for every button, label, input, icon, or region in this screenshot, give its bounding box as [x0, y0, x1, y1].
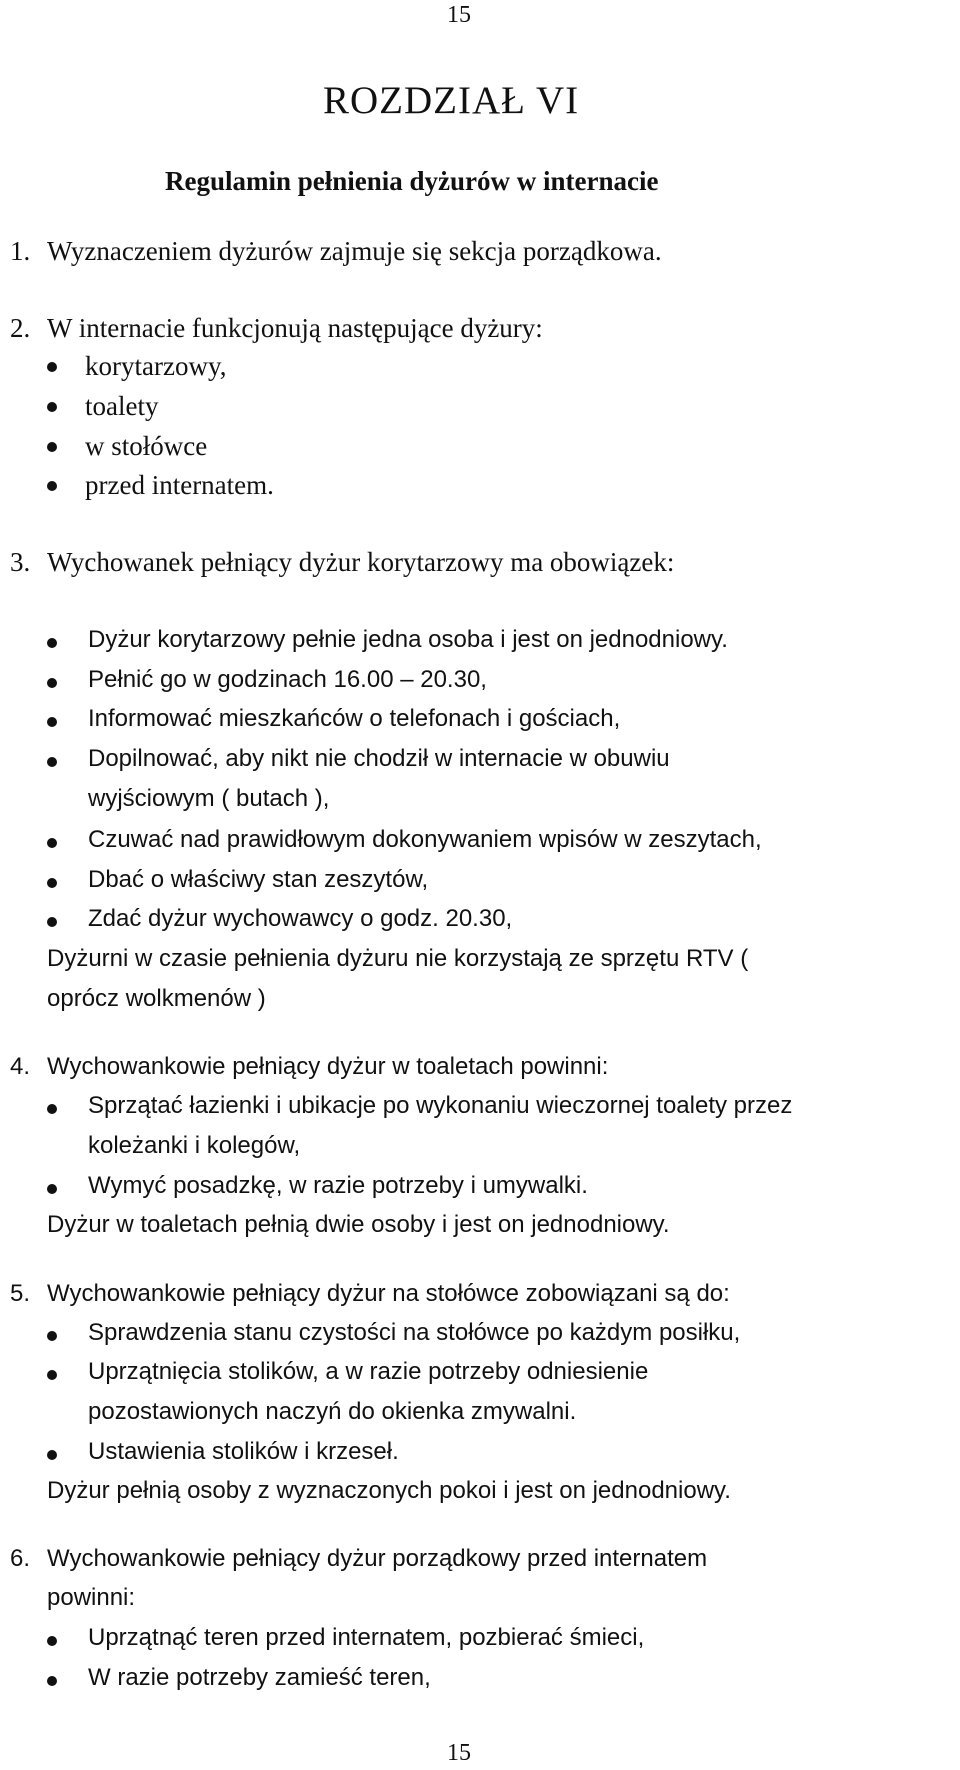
page-title: Regulamin pełnienia dyżurów w internacie [165, 166, 659, 196]
bullet-icon [47, 1104, 57, 1114]
page-number-top: 15 [447, 2, 471, 28]
list-item: Sprzątać łazienki i ubikacje po wykonaniu wieczornej toalety przez [88, 1092, 793, 1119]
list-item: w stołówce [85, 431, 208, 461]
bullet-icon [47, 481, 57, 491]
section-3-note: Dyżurni w czasie pełnienia dyżuru nie korzystają ze sprzętu RTV ( [47, 945, 749, 972]
list-item: Wymyć posadzkę, w razie potrzeby i umywalki. [88, 1172, 588, 1199]
page-number-bottom: 15 [447, 1740, 471, 1766]
section-5-note: Dyżur pełnią osoby z wyznaczonych pokoi i jest on jednodniowy. [47, 1477, 731, 1504]
section-6-number: 6. [10, 1545, 31, 1572]
section-1-number: 1. [10, 236, 31, 266]
bullet-icon [47, 1676, 57, 1686]
list-item: Sprawdzenia stanu czystości na stołówce po każdym posiłku, [88, 1319, 741, 1346]
section-5-number: 5. [10, 1280, 31, 1307]
list-item-continuation: wyjściowym ( butach ), [88, 785, 330, 812]
section-6-text-continuation: powinni: [47, 1584, 136, 1611]
section-6-text: Wychowankowie pełniący dyżur porządkowy przed internatem [47, 1545, 708, 1572]
bullet-icon [47, 1184, 57, 1194]
bullet-icon [47, 1450, 57, 1460]
bullet-icon [47, 638, 57, 648]
section-3-text: Wychowanek pełniący dyżur korytarzowy ma obowiązek: [47, 547, 675, 577]
list-item: Uprzątnięcia stolików, a w razie potrzeby odniesienie [88, 1358, 649, 1385]
list-item: Ustawienia stolików i krzeseł. [88, 1438, 399, 1465]
section-3-note-continuation: oprócz wolkmenów ) [47, 985, 266, 1012]
section-4-number: 4. [10, 1053, 31, 1080]
bullet-icon [47, 442, 57, 452]
section-4-text: Wychowankowie pełniący dyżur w toaletach powinni: [47, 1053, 609, 1080]
list-item: Dyżur korytarzowy pełnie jedna osoba i jest on jednodniowy. [88, 626, 728, 653]
list-item-continuation: pozostawionych naczyń do okienka zmywalni. [88, 1398, 577, 1425]
bullet-icon [47, 878, 57, 888]
bullet-icon [47, 917, 57, 927]
section-2-text: W internacie funkcjonują następujące dyżury: [47, 313, 543, 343]
list-item: toalety [85, 391, 159, 421]
bullet-icon [47, 717, 57, 727]
list-item: Uprzątnąć teren przed internatem, pozbierać śmieci, [88, 1624, 645, 1651]
bullet-icon [47, 678, 57, 688]
list-item: Zdać dyżur wychowawcy o godz. 20.30, [88, 905, 513, 932]
list-item: przed internatem. [85, 470, 274, 500]
bullet-icon [47, 757, 57, 767]
section-1-text: Wyznaczeniem dyżurów zajmuje się sekcja porządkowa. [47, 236, 662, 266]
list-item: korytarzowy, [85, 351, 227, 381]
chapter-heading: ROZDZIAŁ VI [323, 79, 580, 122]
list-item: Czuwać nad prawidłowym dokonywaniem wpisów w zeszytach, [88, 826, 762, 853]
section-4-note: Dyżur w toaletach pełnią dwie osoby i jest on jednodniowy. [47, 1211, 670, 1238]
list-item: W razie potrzeby zamieść teren, [88, 1664, 431, 1691]
section-5-text: Wychowankowie pełniący dyżur na stołówce zobowiązani są do: [47, 1280, 730, 1307]
list-item: Dopilnować, aby nikt nie chodził w internacie w obuwiu [88, 745, 670, 772]
bullet-icon [47, 402, 57, 412]
bullet-icon [47, 1370, 57, 1380]
list-item-continuation: koleżanki i kolegów, [88, 1132, 301, 1159]
section-2-number: 2. [10, 313, 31, 343]
list-item: Pełnić go w godzinach 16.00 – 20.30, [88, 666, 487, 693]
bullet-icon [47, 1636, 57, 1646]
list-item: Dbać o właściwy stan zeszytów, [88, 866, 429, 893]
bullet-icon [47, 838, 57, 848]
bullet-icon [47, 1331, 57, 1341]
section-3-number: 3. [10, 547, 31, 577]
bullet-icon [47, 362, 57, 372]
list-item: Informować mieszkańców o telefonach i gościach, [88, 705, 621, 732]
